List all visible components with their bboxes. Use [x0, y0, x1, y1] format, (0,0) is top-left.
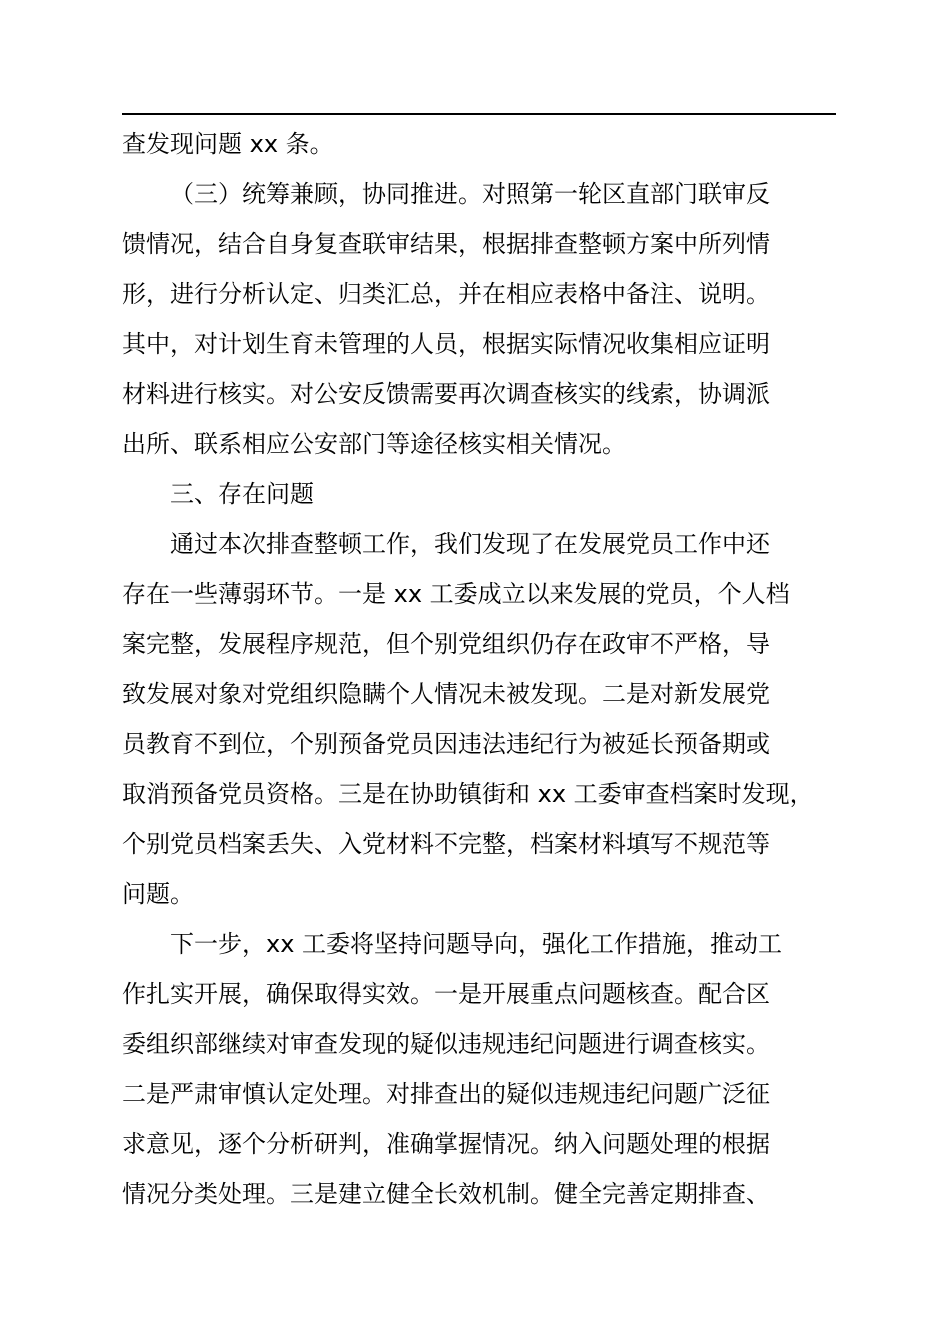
text-line-1: 查发现问题 xx 条。 [122, 130, 334, 158]
text-line-16: 问题。 [122, 880, 194, 908]
section-heading: 三、存在问题 [170, 480, 314, 508]
text-line-22: 情况分类处理。三是建立健全长效机制。健全完善定期排查、 [122, 1180, 770, 1208]
text-line-12: 致发展对象对党组织隐瞒个人情况未被发现。二是对新发展党 [122, 680, 770, 708]
text-line-20: 二是严肃审慎认定处理。对排查出的疑似违规违纪问题广泛征 [122, 1080, 770, 1108]
text-line-9: 通过本次排查整顿工作，我们发现了在发展党员工作中还 [170, 530, 770, 558]
text-line-11: 案完整，发展程序规范，但个别党组织仍存在政审不严格，导 [122, 630, 770, 658]
text-line-13: 员教育不到位，个别预备党员因违法违纪行为被延长预备期或 [122, 730, 770, 758]
text-line-3: 馈情况，结合自身复查联审结果，根据排查整顿方案中所列情 [122, 230, 770, 258]
text-line-14: 取消预备党员资格。三是在协助镇街和 xx 工委审查档案时发现， [122, 780, 814, 808]
text-line-10: 存在一些薄弱环节。一是 xx 工委成立以来发展的党员，个人档 [122, 580, 790, 608]
text-line-15: 个别党员档案丢失、入党材料不完整，档案材料填写不规范等 [122, 830, 770, 858]
text-line-2: （三）统筹兼顾，协同推进。对照第一轮区直部门联审反 [170, 180, 770, 208]
text-line-4: 形，进行分析认定、归类汇总，并在相应表格中备注、说明。 [122, 280, 770, 308]
text-line-17: 下一步，xx 工委将坚持问题导向，强化工作措施，推动工 [170, 930, 783, 958]
header-rule [122, 113, 836, 115]
text-line-19: 委组织部继续对审查发现的疑似违规违纪问题进行调查核实。 [122, 1030, 770, 1058]
text-line-5: 其中，对计划生育未管理的人员，根据实际情况收集相应证明 [122, 330, 770, 358]
text-line-21: 求意见，逐个分析研判，准确掌握情况。纳入问题处理的根据 [122, 1130, 770, 1158]
text-line-7: 出所、联系相应公安部门等途径核实相关情况。 [122, 430, 626, 458]
text-line-6: 材料进行核实。对公安反馈需要再次调查核实的线索，协调派 [122, 380, 770, 408]
text-line-18: 作扎实开展，确保取得实效。一是开展重点问题核查。配合区 [122, 980, 770, 1008]
